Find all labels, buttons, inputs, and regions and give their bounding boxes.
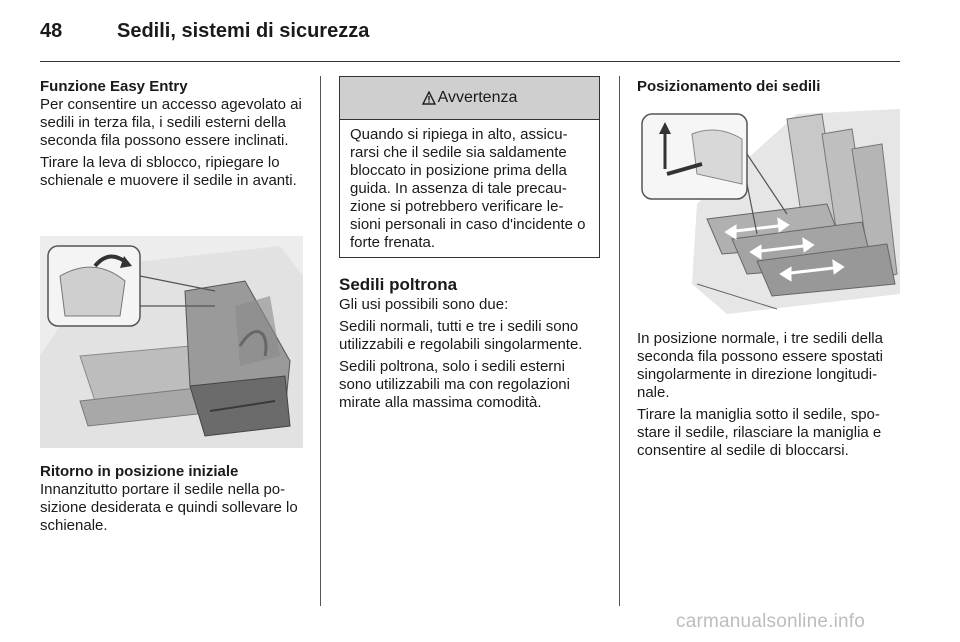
return-paragraph: Innanzitutto portare il sedile nella posizione desiderata e quindi sollevare lo schienale. — [40, 481, 298, 534]
easy-entry-heading: Funzione Easy Entry — [40, 78, 188, 95]
easy-entry-section — [40, 78, 305, 190]
header-divider — [40, 61, 900, 62]
easy-entry-paragraph-2: Tirare la leva di sblocco, ripiegare lo schienale e muovere il sedile in avanti. — [40, 154, 297, 189]
armchair-section — [339, 276, 601, 412]
page-number: 48 — [40, 20, 63, 42]
warning-title: Avvertenza — [437, 89, 518, 106]
seat-positioning-illustration — [637, 104, 900, 316]
column-divider-2 — [619, 76, 620, 606]
easy-entry-paragraph-1: Per consentire un accesso agevolato ai sedili in terza fila, i sedili esterni della seconda fila possono essere inclinati. — [40, 96, 302, 149]
return-section — [40, 463, 305, 535]
positioning-section — [637, 330, 902, 460]
armchair-paragraph-1: Gli usi possibili sono due: — [339, 296, 509, 313]
armchair-heading: Sedili poltrona — [339, 275, 458, 294]
warning-triangle-icon — [422, 91, 436, 105]
easy-entry-illustration — [40, 236, 303, 448]
page-title: Sedili, sistemi di sicurezza — [117, 20, 370, 42]
column-divider-1 — [320, 76, 321, 606]
positioning-paragraph-1: In posizione normale, i tre sedili della seconda fila possono essere spostati singolarmente in direzione longitudinale. — [637, 330, 883, 401]
positioning-paragraph-2: Tirare la maniglia sotto il sedile, spostare il sedile, rilasciare la maniglia e consentire al sedile di bloccarsi. — [637, 406, 882, 459]
warning-text: Quando si ripiega in alto, assicurarsi che il sedile sia saldamente bloccato in posizione prima della guida. In assenza di tale precauzione si potrebbero verificare lesioni personali in caso d'incidente o forte frenata. — [350, 126, 586, 251]
positioning-heading: Posizionamento dei sedili — [637, 78, 821, 95]
return-heading: Ritorno in posizione iniziale — [40, 463, 239, 480]
watermark: carmanualsonline.info — [676, 611, 866, 632]
armchair-paragraph-3: Sedili poltrona, solo i sedili esterni sono utilizzabili ma con regolazioni mirate alla massima comodità. — [339, 358, 570, 411]
armchair-paragraph-2: Sedili normali, tutti e tre i sedili sono utilizzabili e regolabili singolarmente. — [339, 318, 583, 353]
warning-header — [340, 77, 599, 120]
positioning-heading-block — [637, 78, 901, 96]
warning-box — [339, 76, 600, 258]
